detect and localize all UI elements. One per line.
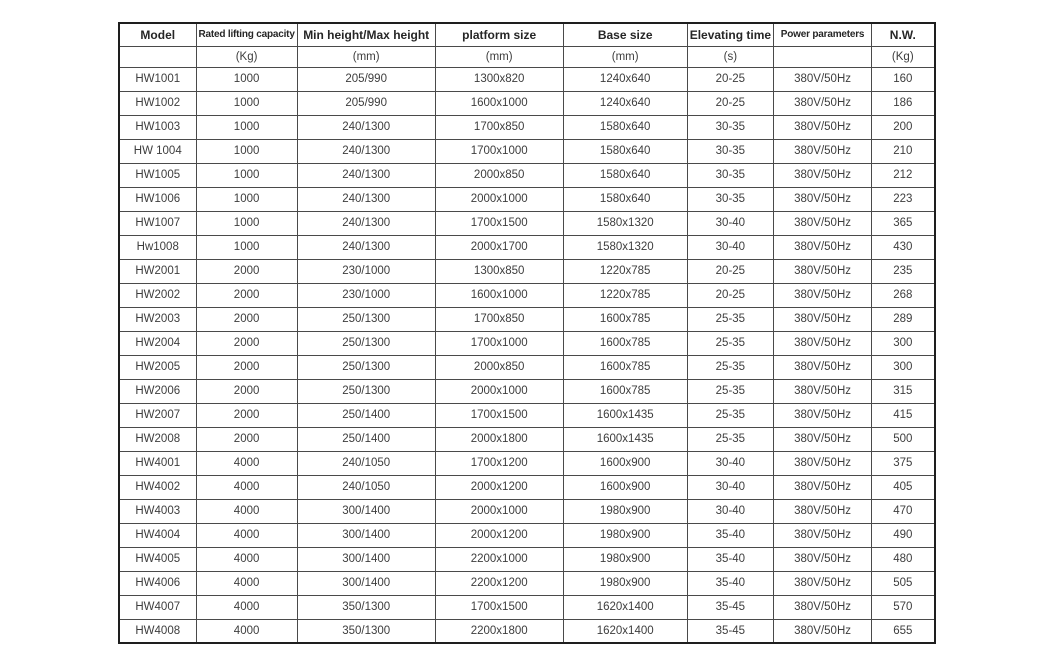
cell-platform: 1700x1000 xyxy=(435,139,563,163)
cell-power: 380V/50Hz xyxy=(774,595,872,619)
cell-power: 380V/50Hz xyxy=(774,211,872,235)
table-row xyxy=(119,427,935,451)
spec-table-container xyxy=(118,22,936,644)
cell-elevating: 20-25 xyxy=(687,91,773,115)
cell-base: 1600x1435 xyxy=(563,403,687,427)
cell-base: 1220x785 xyxy=(563,283,687,307)
cell-minmax: 250/1400 xyxy=(297,427,435,451)
cell-model: HW4005 xyxy=(119,547,196,571)
cell-elevating: 20-25 xyxy=(687,283,773,307)
cell-platform: 1700x1200 xyxy=(435,451,563,475)
cell-model: HW4004 xyxy=(119,523,196,547)
cell-nw: 500 xyxy=(872,427,935,451)
column-unit-nw: (Kg) xyxy=(872,46,935,67)
cell-platform: 1300x820 xyxy=(435,67,563,91)
cell-power: 380V/50Hz xyxy=(774,523,872,547)
cell-nw: 430 xyxy=(872,235,935,259)
cell-elevating: 25-35 xyxy=(687,331,773,355)
table-row xyxy=(119,355,935,379)
cell-model: HW2005 xyxy=(119,355,196,379)
cell-platform: 1600x1000 xyxy=(435,91,563,115)
cell-minmax: 300/1400 xyxy=(297,523,435,547)
cell-elevating: 30-35 xyxy=(687,187,773,211)
cell-capacity: 1000 xyxy=(196,91,297,115)
cell-base: 1220x785 xyxy=(563,259,687,283)
cell-elevating: 35-40 xyxy=(687,571,773,595)
table-row xyxy=(119,235,935,259)
cell-nw: 505 xyxy=(872,571,935,595)
cell-capacity: 2000 xyxy=(196,259,297,283)
column-header-nw: N.W. xyxy=(872,23,935,46)
column-unit-elevating: (s) xyxy=(687,46,773,67)
cell-power: 380V/50Hz xyxy=(774,235,872,259)
cell-platform: 1700x1500 xyxy=(435,211,563,235)
cell-power: 380V/50Hz xyxy=(774,427,872,451)
cell-model: HW2001 xyxy=(119,259,196,283)
column-header-model: Model xyxy=(119,23,196,46)
cell-model: HW1007 xyxy=(119,211,196,235)
cell-minmax: 230/1000 xyxy=(297,259,435,283)
cell-base: 1600x900 xyxy=(563,451,687,475)
cell-elevating: 20-25 xyxy=(687,259,773,283)
cell-capacity: 1000 xyxy=(196,187,297,211)
cell-nw: 405 xyxy=(872,475,935,499)
cell-model: HW4001 xyxy=(119,451,196,475)
column-header-platform: platform size xyxy=(435,23,563,46)
cell-model: Hw1008 xyxy=(119,235,196,259)
cell-capacity: 4000 xyxy=(196,595,297,619)
cell-elevating: 25-35 xyxy=(687,379,773,403)
cell-power: 380V/50Hz xyxy=(774,259,872,283)
cell-base: 1600x1435 xyxy=(563,427,687,451)
header-label-row xyxy=(119,23,935,46)
cell-capacity: 4000 xyxy=(196,547,297,571)
cell-minmax: 205/990 xyxy=(297,67,435,91)
cell-capacity: 1000 xyxy=(196,235,297,259)
table-row xyxy=(119,475,935,499)
table-row xyxy=(119,283,935,307)
cell-elevating: 30-40 xyxy=(687,211,773,235)
cell-platform: 1700x850 xyxy=(435,115,563,139)
cell-capacity: 4000 xyxy=(196,619,297,643)
cell-base: 1600x785 xyxy=(563,307,687,331)
column-unit-base: (mm) xyxy=(563,46,687,67)
table-row xyxy=(119,331,935,355)
cell-platform: 1700x1500 xyxy=(435,595,563,619)
cell-platform: 1700x850 xyxy=(435,307,563,331)
cell-capacity: 1000 xyxy=(196,139,297,163)
cell-minmax: 350/1300 xyxy=(297,619,435,643)
cell-elevating: 25-35 xyxy=(687,403,773,427)
cell-power: 380V/50Hz xyxy=(774,571,872,595)
cell-power: 380V/50Hz xyxy=(774,139,872,163)
cell-platform: 2000x1200 xyxy=(435,475,563,499)
cell-platform: 2200x1200 xyxy=(435,571,563,595)
cell-minmax: 240/1300 xyxy=(297,187,435,211)
cell-capacity: 2000 xyxy=(196,355,297,379)
cell-elevating: 30-35 xyxy=(687,163,773,187)
cell-base: 1580x1320 xyxy=(563,211,687,235)
cell-model: HW2006 xyxy=(119,379,196,403)
cell-capacity: 2000 xyxy=(196,403,297,427)
cell-power: 380V/50Hz xyxy=(774,403,872,427)
cell-nw: 200 xyxy=(872,115,935,139)
cell-minmax: 250/1400 xyxy=(297,403,435,427)
cell-minmax: 250/1300 xyxy=(297,307,435,331)
cell-nw: 210 xyxy=(872,139,935,163)
cell-nw: 300 xyxy=(872,355,935,379)
cell-base: 1580x1320 xyxy=(563,235,687,259)
cell-elevating: 30-40 xyxy=(687,451,773,475)
cell-elevating: 35-45 xyxy=(687,619,773,643)
cell-capacity: 4000 xyxy=(196,499,297,523)
table-row xyxy=(119,379,935,403)
cell-nw: 375 xyxy=(872,451,935,475)
cell-model: HW4007 xyxy=(119,595,196,619)
cell-minmax: 240/1050 xyxy=(297,475,435,499)
cell-platform: 2000x1800 xyxy=(435,427,563,451)
cell-elevating: 35-40 xyxy=(687,547,773,571)
cell-capacity: 4000 xyxy=(196,523,297,547)
cell-power: 380V/50Hz xyxy=(774,163,872,187)
cell-minmax: 250/1300 xyxy=(297,331,435,355)
cell-capacity: 4000 xyxy=(196,475,297,499)
cell-power: 380V/50Hz xyxy=(774,379,872,403)
cell-model: HW2002 xyxy=(119,283,196,307)
cell-model: HW4003 xyxy=(119,499,196,523)
cell-base: 1600x785 xyxy=(563,379,687,403)
table-row xyxy=(119,187,935,211)
cell-capacity: 1000 xyxy=(196,163,297,187)
cell-power: 380V/50Hz xyxy=(774,355,872,379)
column-unit-capacity: (Kg) xyxy=(196,46,297,67)
cell-elevating: 35-45 xyxy=(687,595,773,619)
cell-minmax: 300/1400 xyxy=(297,547,435,571)
table-row xyxy=(119,403,935,427)
cell-base: 1240x640 xyxy=(563,91,687,115)
cell-minmax: 350/1300 xyxy=(297,595,435,619)
cell-power: 380V/50Hz xyxy=(774,67,872,91)
cell-platform: 2000x850 xyxy=(435,355,563,379)
cell-capacity: 2000 xyxy=(196,307,297,331)
cell-model: HW4002 xyxy=(119,475,196,499)
table-row xyxy=(119,571,935,595)
table-body xyxy=(119,67,935,643)
cell-model: HW2003 xyxy=(119,307,196,331)
cell-power: 380V/50Hz xyxy=(774,619,872,643)
cell-elevating: 30-35 xyxy=(687,139,773,163)
table-row xyxy=(119,259,935,283)
cell-base: 1980x900 xyxy=(563,523,687,547)
cell-nw: 160 xyxy=(872,67,935,91)
cell-nw: 300 xyxy=(872,331,935,355)
cell-elevating: 25-35 xyxy=(687,427,773,451)
column-header-elevating: Elevating time xyxy=(687,23,773,46)
cell-nw: 186 xyxy=(872,91,935,115)
cell-capacity: 2000 xyxy=(196,427,297,451)
cell-nw: 289 xyxy=(872,307,935,331)
cell-minmax: 240/1300 xyxy=(297,115,435,139)
table-row xyxy=(119,163,935,187)
cell-base: 1620x1400 xyxy=(563,595,687,619)
cell-power: 380V/50Hz xyxy=(774,547,872,571)
cell-nw: 655 xyxy=(872,619,935,643)
cell-nw: 480 xyxy=(872,547,935,571)
table-row xyxy=(119,91,935,115)
cell-capacity: 1000 xyxy=(196,211,297,235)
cell-base: 1580x640 xyxy=(563,115,687,139)
cell-power: 380V/50Hz xyxy=(774,283,872,307)
cell-power: 380V/50Hz xyxy=(774,115,872,139)
cell-capacity: 1000 xyxy=(196,115,297,139)
cell-base: 1600x785 xyxy=(563,355,687,379)
cell-nw: 315 xyxy=(872,379,935,403)
cell-platform: 1300x850 xyxy=(435,259,563,283)
cell-base: 1620x1400 xyxy=(563,619,687,643)
cell-minmax: 250/1300 xyxy=(297,355,435,379)
cell-minmax: 240/1300 xyxy=(297,235,435,259)
cell-model: HW1006 xyxy=(119,187,196,211)
cell-platform: 1600x1000 xyxy=(435,283,563,307)
cell-base: 1980x900 xyxy=(563,547,687,571)
cell-nw: 235 xyxy=(872,259,935,283)
cell-model: HW1005 xyxy=(119,163,196,187)
cell-nw: 268 xyxy=(872,283,935,307)
cell-capacity: 1000 xyxy=(196,67,297,91)
table-row xyxy=(119,211,935,235)
cell-nw: 490 xyxy=(872,523,935,547)
cell-minmax: 240/1300 xyxy=(297,163,435,187)
cell-platform: 2000x1000 xyxy=(435,187,563,211)
cell-capacity: 2000 xyxy=(196,379,297,403)
cell-platform: 1700x1000 xyxy=(435,331,563,355)
cell-base: 1580x640 xyxy=(563,187,687,211)
cell-platform: 2200x1000 xyxy=(435,547,563,571)
cell-model: HW1002 xyxy=(119,91,196,115)
column-header-power: Power parameters xyxy=(774,23,872,46)
cell-elevating: 30-40 xyxy=(687,235,773,259)
cell-base: 1980x900 xyxy=(563,499,687,523)
table-row xyxy=(119,307,935,331)
cell-minmax: 205/990 xyxy=(297,91,435,115)
table-row xyxy=(119,451,935,475)
column-unit-minmax: (mm) xyxy=(297,46,435,67)
cell-model: HW4006 xyxy=(119,571,196,595)
cell-elevating: 20-25 xyxy=(687,67,773,91)
column-unit-power xyxy=(774,46,872,67)
cell-elevating: 25-35 xyxy=(687,307,773,331)
cell-minmax: 240/1300 xyxy=(297,139,435,163)
cell-power: 380V/50Hz xyxy=(774,451,872,475)
cell-minmax: 230/1000 xyxy=(297,283,435,307)
cell-minmax: 300/1400 xyxy=(297,571,435,595)
cell-base: 1580x640 xyxy=(563,139,687,163)
cell-minmax: 240/1300 xyxy=(297,211,435,235)
cell-minmax: 250/1300 xyxy=(297,379,435,403)
cell-minmax: 240/1050 xyxy=(297,451,435,475)
cell-elevating: 30-40 xyxy=(687,499,773,523)
cell-base: 1240x640 xyxy=(563,67,687,91)
cell-power: 380V/50Hz xyxy=(774,187,872,211)
spec-table xyxy=(118,22,936,644)
cell-power: 380V/50Hz xyxy=(774,91,872,115)
table-row xyxy=(119,115,935,139)
header-unit-row xyxy=(119,46,935,67)
cell-platform: 2000x850 xyxy=(435,163,563,187)
column-unit-model xyxy=(119,46,196,67)
cell-power: 380V/50Hz xyxy=(774,475,872,499)
cell-nw: 212 xyxy=(872,163,935,187)
table-row xyxy=(119,139,935,163)
table-header xyxy=(119,23,935,67)
cell-platform: 2000x1700 xyxy=(435,235,563,259)
cell-nw: 470 xyxy=(872,499,935,523)
cell-model: HW2007 xyxy=(119,403,196,427)
cell-elevating: 30-35 xyxy=(687,115,773,139)
table-row xyxy=(119,67,935,91)
cell-power: 380V/50Hz xyxy=(774,331,872,355)
cell-platform: 2200x1800 xyxy=(435,619,563,643)
cell-model: HW4008 xyxy=(119,619,196,643)
column-header-base: Base size xyxy=(563,23,687,46)
cell-platform: 2000x1000 xyxy=(435,499,563,523)
cell-minmax: 300/1400 xyxy=(297,499,435,523)
cell-model: HW1003 xyxy=(119,115,196,139)
column-unit-platform: (mm) xyxy=(435,46,563,67)
cell-nw: 570 xyxy=(872,595,935,619)
cell-model: HW1001 xyxy=(119,67,196,91)
cell-capacity: 2000 xyxy=(196,331,297,355)
table-row xyxy=(119,499,935,523)
cell-platform: 2000x1200 xyxy=(435,523,563,547)
cell-elevating: 25-35 xyxy=(687,355,773,379)
cell-model: HW 1004 xyxy=(119,139,196,163)
cell-base: 1600x785 xyxy=(563,331,687,355)
cell-power: 380V/50Hz xyxy=(774,307,872,331)
table-row xyxy=(119,547,935,571)
cell-base: 1580x640 xyxy=(563,163,687,187)
cell-base: 1600x900 xyxy=(563,475,687,499)
cell-model: HW2008 xyxy=(119,427,196,451)
table-row xyxy=(119,595,935,619)
table-row xyxy=(119,523,935,547)
cell-nw: 415 xyxy=(872,403,935,427)
cell-model: HW2004 xyxy=(119,331,196,355)
cell-elevating: 30-40 xyxy=(687,475,773,499)
cell-base: 1980x900 xyxy=(563,571,687,595)
cell-elevating: 35-40 xyxy=(687,523,773,547)
column-header-capacity: Rated lifting capacity xyxy=(196,23,297,46)
cell-capacity: 4000 xyxy=(196,451,297,475)
cell-capacity: 2000 xyxy=(196,283,297,307)
cell-platform: 1700x1500 xyxy=(435,403,563,427)
cell-power: 380V/50Hz xyxy=(774,499,872,523)
cell-nw: 223 xyxy=(872,187,935,211)
table-row xyxy=(119,619,935,643)
cell-platform: 2000x1000 xyxy=(435,379,563,403)
cell-capacity: 4000 xyxy=(196,571,297,595)
cell-nw: 365 xyxy=(872,211,935,235)
column-header-minmax: Min height/Max height xyxy=(297,23,435,46)
